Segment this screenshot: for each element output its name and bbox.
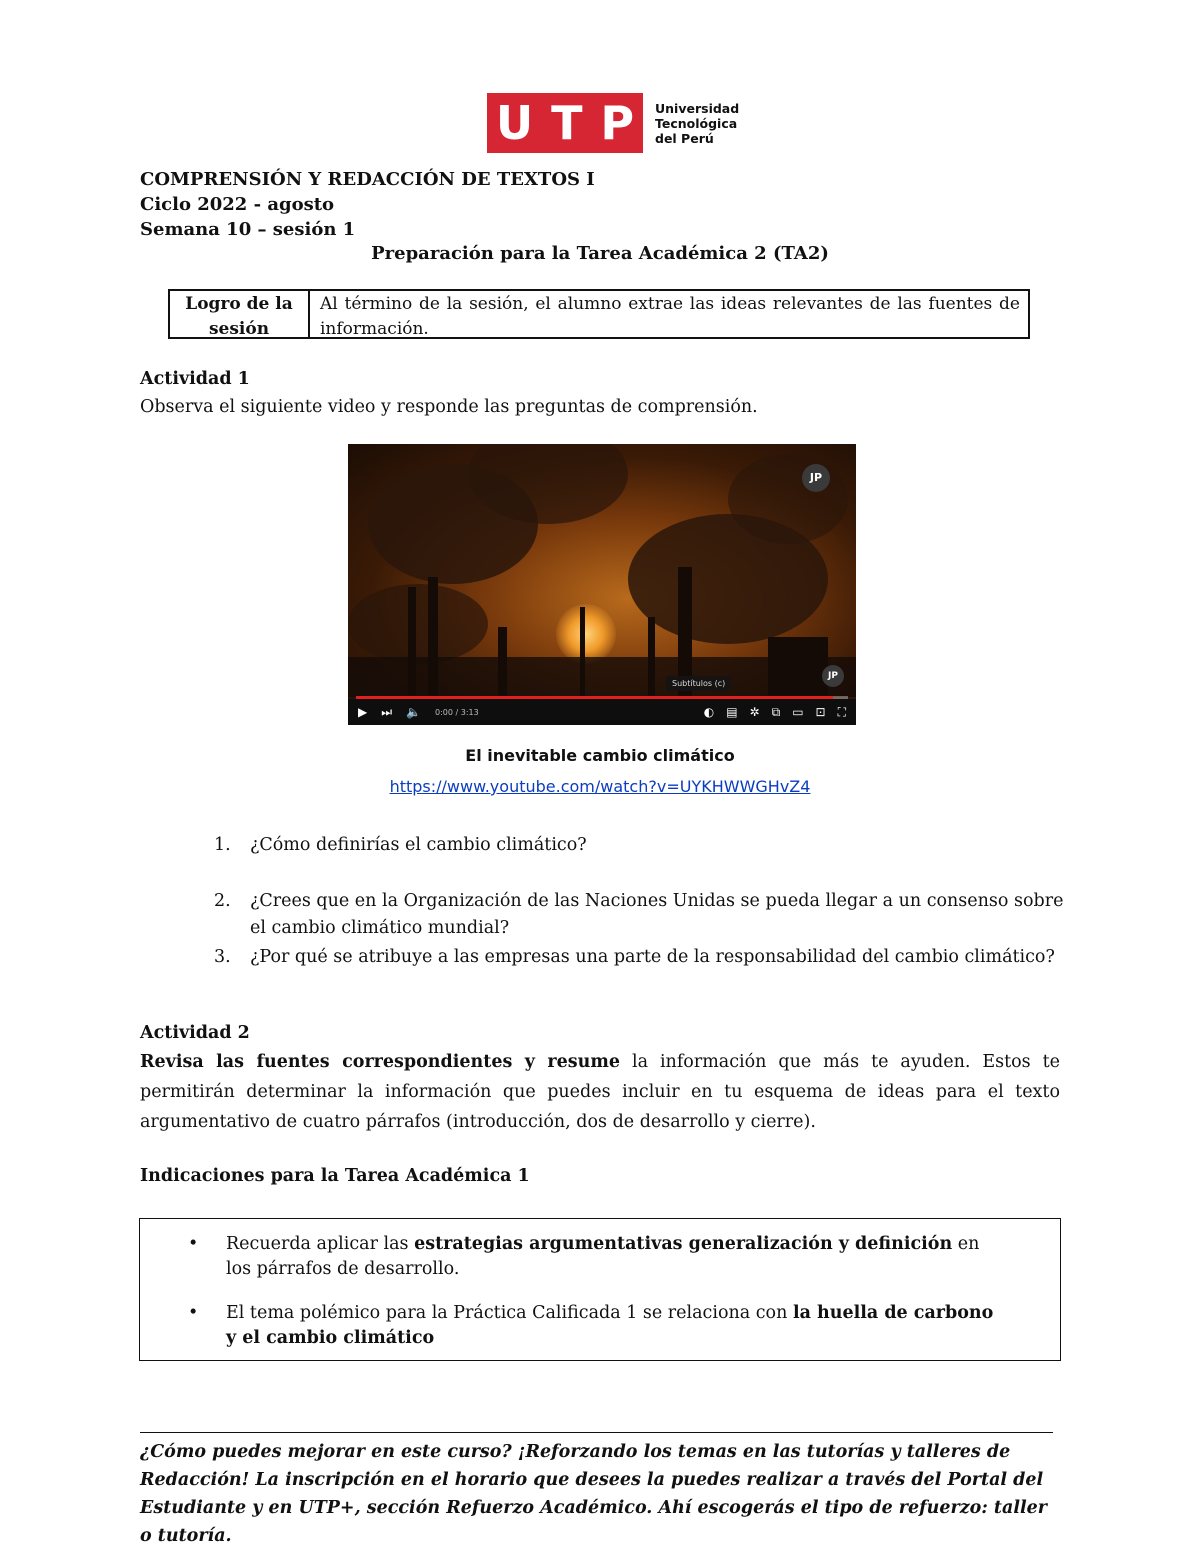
video-caption: El inevitable cambio climático — [465, 746, 735, 765]
channel-logo-icon[interactable]: JP — [802, 464, 830, 492]
page-title: Preparación para la Tarea Académica 2 (TA2) — [371, 243, 829, 264]
settings-gear-icon[interactable]: ✲ — [749, 705, 760, 719]
bullet-icon: • — [188, 1234, 199, 1254]
subtitles-icon[interactable]: ▤ — [726, 705, 738, 719]
question-text: ¿Cómo definirías el cambio climático? — [250, 835, 587, 855]
autoplay-toggle-icon[interactable]: ◐ — [703, 705, 715, 719]
video-skyline — [348, 657, 856, 697]
question-item — [214, 832, 1066, 859]
question-list — [214, 832, 1066, 971]
question-number: 3. — [214, 947, 231, 967]
activity-2-body: la información que más te ayuden. Estos te permitirán determinar la información que puedes incluir en tu esquema de ideas para el texto argumentativo de cuatro párrafos (introducción, dos de desarrollo y cierre). — [140, 1052, 1060, 1132]
subtitles-tooltip: Subtítulos (c) — [666, 676, 731, 691]
logo-line-3: del Perú — [655, 130, 714, 146]
cycle-label: Ciclo 2022 - agosto — [140, 194, 335, 215]
cast-icon[interactable]: ⊡ — [815, 705, 826, 719]
footer-note: ¿Cómo puedes mejorar en este curso? ¡Reforzando los temas en las tutorías y talleres de Redacción! La inscripción en el horario que desees la puedes realizar a través del Portal del Estudiante y en UTP+, sección Refuerzo Académico. Ahí escogerás el tipo de refuerzo: taller o tutoría. — [140, 1442, 1047, 1546]
video-player[interactable] — [348, 444, 856, 725]
logro-table — [168, 289, 1030, 339]
question-text: ¿Crees que en la Organización de las Naciones Unidas se pueda llegar a un consenso sobre el cambio climático mundial? — [250, 891, 1064, 938]
video-smoke — [728, 454, 848, 544]
play-icon[interactable]: ▶ — [358, 705, 368, 719]
indication-text-part: El tema polémico para la Práctica Calificada 1 se relaciona con — [226, 1303, 793, 1323]
indications-heading: Indicaciones para la Tarea Académica 1 — [140, 1166, 530, 1186]
activity-2-lead: Revisa las fuentes correspondientes y resume — [140, 1052, 621, 1072]
indication-text-bold: la huella de carbono y el cambio climático — [226, 1303, 994, 1348]
question-text: ¿Por qué se atribuye a las empresas una parte de la responsabilidad del cambio climático? — [250, 947, 1055, 967]
logo-letter-u: U — [495, 96, 534, 150]
indication-text-part: Recuerda aplicar las — [226, 1234, 415, 1254]
indications-box — [139, 1218, 1061, 1361]
video-controls — [348, 699, 856, 725]
indication-text-part: en los párrafos de desarrollo. — [226, 1234, 980, 1279]
utp-logo — [487, 93, 739, 153]
volume-icon[interactable]: 🔈 — [406, 705, 421, 719]
logo-letter-p: P — [600, 96, 635, 150]
logo-letter-t: T — [551, 96, 583, 150]
question-number: 2. — [214, 891, 231, 911]
activity-2-heading: Actividad 2 — [140, 1023, 250, 1043]
indication-item — [188, 1232, 1008, 1282]
watermark-logo-icon: JP — [822, 665, 844, 687]
indication-text — [226, 1301, 1008, 1351]
utp-logo-mark — [487, 93, 643, 153]
question-item — [214, 888, 1066, 942]
question-item — [214, 944, 1066, 971]
week-label: Semana 10 – sesión 1 — [140, 219, 356, 240]
fullscreen-icon[interactable]: ⛶ — [837, 705, 846, 719]
video-flare — [556, 604, 616, 664]
logro-label: Logro de la sesión — [170, 291, 310, 337]
logo-line-1: Universidad — [655, 100, 740, 116]
theater-mode-icon[interactable]: ▭ — [792, 705, 804, 719]
logro-text: Al término de la sesión, el alumno extrae las ideas relevantes de las fuentes de información. — [320, 294, 1020, 339]
bullet-icon: • — [188, 1303, 199, 1323]
video-link[interactable]: https://www.youtube.com/watch?v=UYKHWWGHvZ4 — [389, 777, 811, 796]
footer-divider — [140, 1432, 1053, 1433]
indication-text — [226, 1232, 1008, 1282]
video-time: 0:00 / 3:13 — [435, 707, 479, 717]
indication-item — [188, 1301, 1008, 1351]
question-number: 1. — [214, 835, 231, 855]
course-title: COMPRENSIÓN Y REDACCIÓN DE TEXTOS I — [140, 169, 595, 190]
activity-1-instruction: Observa el siguiente video y responde las preguntas de comprensión. — [140, 397, 758, 417]
video-smoke — [348, 584, 488, 664]
logo-wordmark — [655, 101, 739, 146]
next-icon[interactable]: ⏭ — [381, 705, 393, 719]
logo-line-2: Tecnológica — [655, 115, 738, 131]
miniplayer-icon[interactable]: ⧉ — [771, 705, 781, 719]
indication-text-bold: estrategias argumentativas generalización y definición — [414, 1234, 953, 1254]
activity-2-text — [140, 1047, 1060, 1137]
activity-1-heading: Actividad 1 — [140, 369, 250, 389]
